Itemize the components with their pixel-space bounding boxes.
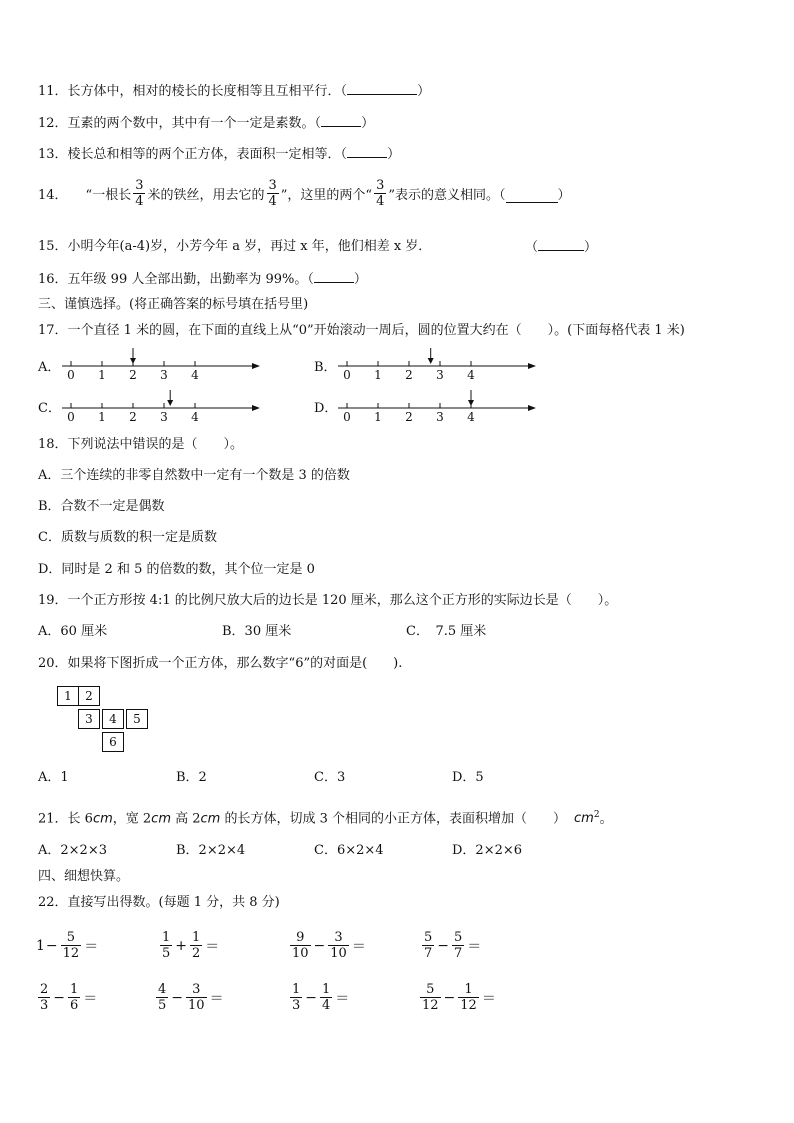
tick-label: 1 [98,368,106,382]
option-d[interactable]: D．5 [452,770,484,785]
section-3-heading: 三、谨慎选择。(将正确答案的标号填在括号里) [38,297,309,312]
question-15-answer: （ ） [525,240,598,255]
net-cell: 6 [102,732,124,752]
section-4-heading: 四、细想快算。 [38,869,130,884]
number-line-arrowhead [528,405,536,411]
net-cell: 4 [102,709,124,729]
option-b-label[interactable]: B． [314,360,337,375]
tick-label: 4 [191,368,199,382]
option-b[interactable]: B．2×2×4 [176,843,246,858]
position-arrow-head [468,400,474,406]
net-cell: 5 [126,709,148,729]
question-16: 16．五年级 99 人全部出勤，出勤率为 99%。（ ） [38,272,367,287]
option-d[interactable]: D．2×2×6 [452,843,523,858]
question-22: 22．直接写出得数。(每题 1 分，共 8 分) [38,895,280,910]
fraction: $\frac{3}{4}$ [376,178,385,209]
tick-label: 1 [374,368,382,382]
question-21: 21．长 6cm，宽 2cm 高 2cm 的长方体，切成 3 个相同的小正方体，表面积增加（ ） $cm^2$。 [38,810,613,827]
tick-label: 1 [374,410,382,424]
tick-label: 3 [160,368,168,382]
number-line-arrowhead [252,363,260,369]
option-c[interactable]: C．质数与质数的积一定是质数 [38,530,217,545]
answer-blank-11[interactable] [347,82,417,95]
tick-label: 3 [436,368,444,382]
net-cell: 2 [78,686,100,706]
option-a[interactable]: A．三个连续的非零自然数中一定有一个数是 3 的倍数 [38,468,350,483]
tick-label: 1 [98,410,106,424]
question-12: 12．互素的两个数中，其中有一个一定是素数。（ ） [38,116,375,131]
number-line-d [338,388,538,428]
number-line-c [62,388,262,428]
option-c[interactable]: C．3 [314,770,346,785]
option-b[interactable]: B．30 厘米 [222,624,292,639]
tick-label: 2 [405,368,413,382]
option-a[interactable]: A．1 [38,770,69,785]
calc-item-3[interactable]: $\frac{9}{10}$ − $\frac{3}{10}$ ＝ [292,930,366,961]
calc-item-1[interactable]: 1 − $\frac{5}{12}$ ＝ [36,930,99,961]
question-17: 17．一个直径 1 米的圆，在下面的直线上从“0”开始滚动一周后，圆的位置大约在（ ）。(下面每格代表 1 米) [38,323,685,338]
number-line-b [338,346,538,386]
answer-blank-16[interactable] [314,270,354,283]
option-a[interactable]: A．60 厘米 [38,624,108,639]
answer-blank-15[interactable] [538,238,584,251]
fraction: $\frac{3}{4}$ [135,178,144,209]
tick-label: 2 [129,410,137,424]
calc-item-7[interactable]: $\frac{1}{3}$ − $\frac{1}{4}$ ＝ [292,982,350,1013]
tick-label: 4 [467,368,475,382]
option-b[interactable]: B．2 [176,770,207,785]
net-cell: 1 [57,686,79,706]
question-15: 15．小明今年(a-4)岁，小芳今年 a 岁，再过 x 年，他们相差 x 岁． [38,239,432,254]
option-b[interactable]: B．合数不一定是偶数 [38,499,165,514]
option-d[interactable]: D．同时是 2 和 5 的倍数的数，其个位一定是 0 [38,562,315,577]
tick-label: 3 [160,410,168,424]
tick-label: 0 [67,368,75,382]
question-13: 13．棱长总和相等的两个正方体，表面积一定相等．（ ） [38,147,401,162]
number-line-a [62,346,262,386]
option-a[interactable]: A．2×2×3 [38,843,107,858]
question-20: 20．如果将下图折成一个正方体，那么数字“6”的对面是( ). [38,656,403,671]
position-arrow-head [428,358,434,364]
answer-blank-14[interactable] [506,190,558,203]
number-line-arrowhead [528,363,536,369]
question-14: 14． “一根长 $\frac{3}{4}$ 米的铁丝，用去它的 $\frac{3}{4}$ ”，这里的两个“ $\frac{3}{4}$ ”表示的意义相同。（ ） [38,178,571,209]
tick-label: 4 [467,410,475,424]
option-a-label[interactable]: A． [38,360,61,375]
calc-item-2[interactable]: $\frac{1}{5}$ + $\frac{1}{2}$ ＝ [162,930,220,961]
calc-item-6[interactable]: $\frac{4}{5}$ − $\frac{3}{10}$ ＝ [158,982,224,1013]
answer-blank-13[interactable] [347,145,387,158]
option-c[interactable]: C． 7.5 厘米 [406,624,487,639]
tick-label: 0 [343,410,351,424]
net-cell: 3 [78,709,100,729]
question-18: 18．下列说法中错误的是（ ）。 [38,437,244,452]
tick-label: 0 [343,368,351,382]
answer-blank-12[interactable] [321,114,361,127]
position-arrow-head [167,400,173,406]
tick-label: 3 [436,410,444,424]
position-arrow-head [130,358,136,364]
option-c-label[interactable]: C． [38,401,61,416]
tick-label: 0 [67,410,75,424]
option-c[interactable]: C．6×2×4 [314,843,384,858]
calc-item-4[interactable]: $\frac{5}{7}$ − $\frac{5}{7}$ ＝ [424,930,482,961]
tick-label: 2 [405,410,413,424]
tick-label: 2 [129,368,137,382]
fraction: $\frac{3}{4}$ [268,178,277,209]
option-d-label[interactable]: D． [314,401,338,416]
number-line-arrowhead [252,405,260,411]
tick-label: 4 [191,410,199,424]
question-11: 11．长方体中，相对的棱长的长度相等且互相平行．（ ） [38,84,431,99]
question-19: 19．一个正方形按 4:1 的比例尺放大后的边长是 120 厘米，那么这个正方形的实际边长是（ ）。 [38,593,618,608]
calc-item-8[interactable]: $\frac{5}{12}$ − $\frac{1}{12}$ ＝ [422,982,496,1013]
calc-item-5[interactable]: $\frac{2}{3}$ − $\frac{1}{6}$ ＝ [40,982,98,1013]
